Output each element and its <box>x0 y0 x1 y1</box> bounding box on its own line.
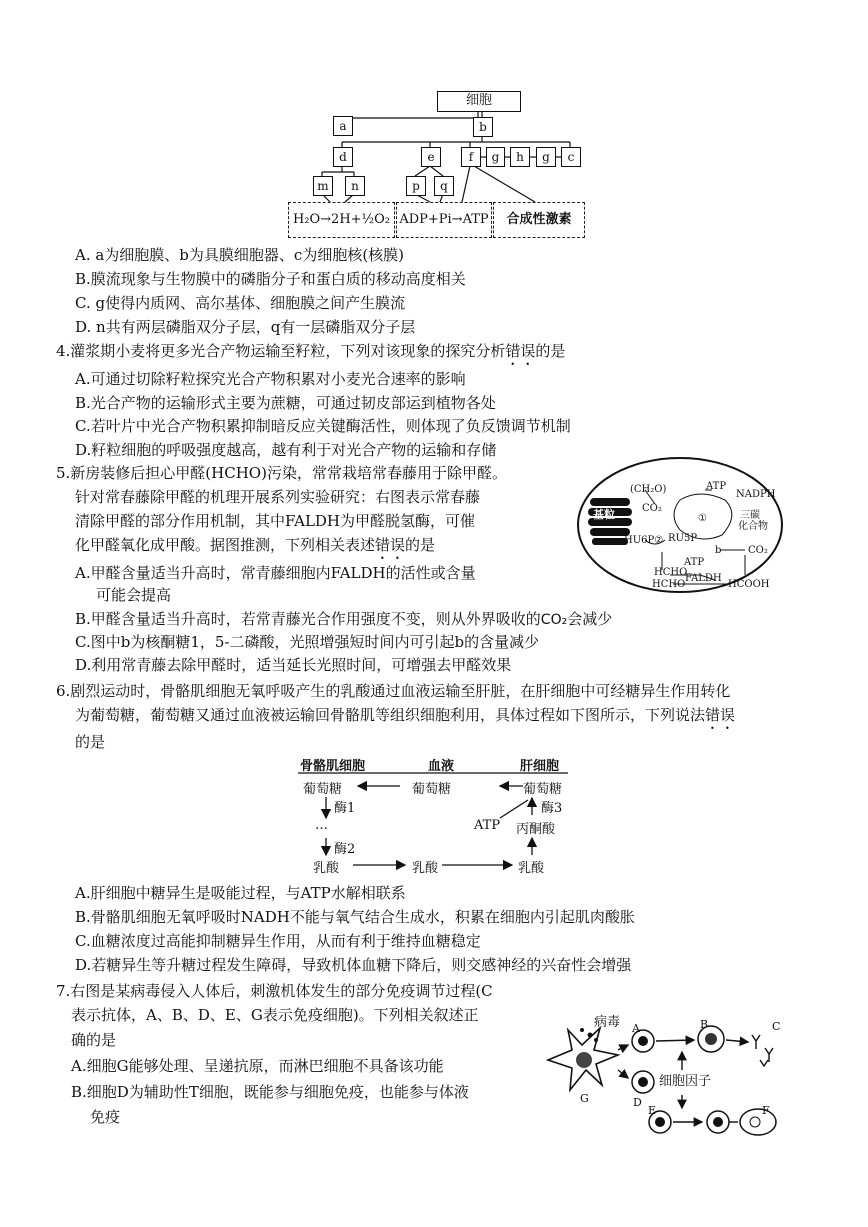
reaction-atp-synthesis: ADP+Pi→ATP <box>396 202 492 238</box>
q5-fig-atp2: ATP <box>684 557 705 568</box>
q4-stem-text: 4.灌浆期小麦将更多光合产物运输至籽粒，下列对该现象的探究分析 <box>56 342 506 360</box>
q6-dots: … <box>315 818 328 833</box>
node-e: e <box>421 147 441 167</box>
q5-stem-line1: 5.新房装修后担心甲醛(HCHO)污染，常常栽培常春藤用于除甲醛。 <box>56 464 507 482</box>
node-g2: g <box>536 147 556 167</box>
q6-stem-line1: 6.剧烈运动时，骨骼肌细胞无氧呼吸产生的乳酸通过血液运输至肝脏，在肝细胞中可经糖异生作用转化 <box>56 682 731 700</box>
cell-root-box: 细胞 <box>437 91 521 112</box>
q4-option-a: A.可通过切除籽粒探究光合产物积累对小麦光合速率的影响 <box>75 370 466 388</box>
q4-option-d: D.籽粒细胞的呼吸强度越高，越有利于对光合产物的运输和存储 <box>75 441 497 459</box>
q7-fig-label-d: D <box>633 1096 642 1109</box>
q5-option-b-end: 会减少 <box>567 610 613 628</box>
q5-fig-ch2o: (CH₂O) <box>630 484 667 495</box>
q5-fig-atp1: ATP <box>706 481 727 492</box>
q3-option-d: D. n共有两层磷脂双分子层，q有一层磷脂双分子层 <box>75 318 416 336</box>
q5-option-a-line1: A.甲醛含量适当升高时，常青藤细胞内FALDH的活性或含量 <box>75 564 476 582</box>
q4-stem-end: 的是 <box>535 342 566 360</box>
q7-option-b-line1: B.细胞D为辅助性T细胞，既能参与细胞免疫，也能参与体液 <box>71 1083 469 1101</box>
node-c: c <box>561 147 581 167</box>
q5-option-a-line2: 可能会提高 <box>96 586 172 604</box>
q6-option-b: B.骨骼肌细胞无氧呼吸时NADH不能与氧气结合生成水，积累在细胞内引起肌肉酸胀 <box>75 908 635 926</box>
q5-fig-hcho-inner: HCHO <box>654 567 688 578</box>
q7-fig-label-f: F <box>762 1104 770 1117</box>
q6-enzyme3: 酶3 <box>541 801 563 816</box>
q5-fig-faldh: FALDH <box>685 573 722 584</box>
q5-fig-ru5p: RU5P <box>668 533 698 544</box>
q5-fig-hcooh: HCOOH <box>728 579 770 590</box>
q3-option-b: B.膜流现象与生物膜中的磷脂分子和蛋白质的移动高度相关 <box>75 270 466 288</box>
q5-stem-emphasis: 错误 <box>375 536 406 554</box>
q6-header-liver: 肝细胞 <box>520 759 560 774</box>
q7-fig-label-g: G <box>580 1092 589 1105</box>
q5-fig-grana: 基粒 <box>593 508 615 521</box>
node-p: p <box>406 176 426 196</box>
q3-option-a: A. a为细胞膜、b为具膜细胞器、c为细胞核(核膜) <box>75 246 405 264</box>
q5-fig-nadph: NADPH <box>736 489 776 500</box>
node-g1: g <box>486 147 505 167</box>
q5-fig-b: b <box>715 545 722 556</box>
reaction-sex-hormone: 合成性激素 <box>493 202 585 238</box>
node-d: d <box>333 147 353 167</box>
q5-option-d: D.利用常青藤去除甲醛时，适当延长光照时间，可增强去甲醛效果 <box>75 656 512 674</box>
q7-fig-label-a: A <box>632 1022 640 1035</box>
node-h: h <box>510 147 530 167</box>
q4-stem-emphasis: 错误 <box>505 342 536 360</box>
q6-stem-line3: 的是 <box>75 733 106 751</box>
q6-stem-emphasis: 错误 <box>705 706 736 724</box>
q7-fig-label-c: C <box>772 1020 781 1033</box>
q6-enzyme1: 酶1 <box>334 801 356 816</box>
q7-stem-line2: 表示抗体，A、B、D、E、G表示免疫细胞)。下列相关叙述正 <box>71 1006 479 1024</box>
q7-fig-virus: 病毒 <box>594 1015 621 1030</box>
q4-option-c: C.若叶片中光合产物积累抑制暗反应关键酶活性，则体现了负反馈调节机制 <box>75 417 571 435</box>
q6-option-d: D.若糖异生等升糖过程发生障碍，导致机体血糖下降后，则交感神经的兴奋性会增强 <box>75 956 632 974</box>
q7-stem-line1: 7.右图是某病毒侵入人体后，刺激机体发生的部分免疫调节过程(C <box>56 982 493 1000</box>
q6-lactate-muscle: 乳酸 <box>313 861 340 876</box>
q7-option-b-line2: 免疫 <box>90 1108 121 1126</box>
q7-stem-line3: 确的是 <box>71 1031 117 1049</box>
node-b: b <box>473 117 493 137</box>
q6-stem2-text: 为葡萄糖，葡萄糖又通过血液被运输回骨骼肌等组织细胞利用，具体过程如下图所示，下列说法 <box>75 706 706 724</box>
node-a: a <box>333 116 353 136</box>
q5-fig-co2b: CO₂ <box>748 545 768 556</box>
q5-fig-three-carbon: 三碳 <box>740 510 760 521</box>
q3-option-c: C. g使得内质网、高尔基体、细胞膜之间产生膜流 <box>75 294 406 312</box>
q6-glucose-liver: 葡萄糖 <box>523 782 563 797</box>
node-n: n <box>345 176 365 196</box>
q5-stem-line3: 清除甲醛的部分作用机制，其中FALDH为甲醛脱氢酶，可催 <box>75 512 476 530</box>
q6-enzyme2: 酶2 <box>334 842 356 857</box>
q5-stem4-end: 的是 <box>405 536 436 554</box>
q6-option-a: A.肝细胞中糖异生是吸能过程，与ATP水解相联系 <box>75 884 406 902</box>
q5-fig-circle1: ① <box>698 513 707 524</box>
q6-header-blood: 血液 <box>428 759 455 774</box>
q5-fig-compound: 化合物 <box>738 521 768 532</box>
q6-atp: ATP <box>474 818 501 833</box>
q6-header-muscle: 骨骼肌细胞 <box>300 759 366 774</box>
q6-option-c: C.血糖浓度过高能抑制糖异生作用，从而有利于维持血糖稳定 <box>75 932 481 950</box>
q5-stem4-text: 化甲醛氧化成甲酸。据图推测，下列相关表述 <box>75 536 376 554</box>
q5-stem-line2: 针对常春藤除甲醛的机理开展系列实验研究：右图表示常春藤 <box>75 488 481 506</box>
q4-option-b: B.光合产物的运输形式主要为蔗糖，可通过韧皮部运到植物各处 <box>75 394 496 412</box>
q6-glucose-muscle: 葡萄糖 <box>303 782 343 797</box>
reaction-water-split: H₂O→2H+½O₂ <box>288 202 395 238</box>
q5-fig-hu6p: HU6P② <box>624 535 664 546</box>
q7-option-a: A.细胞G能够处理、呈递抗原，而淋巴细胞不具备该功能 <box>71 1057 444 1075</box>
q7-fig-label-e: E <box>648 1104 657 1117</box>
node-q: q <box>434 176 454 196</box>
node-f: f <box>461 147 481 167</box>
node-m: m <box>313 176 333 196</box>
q6-lactate-blood: 乳酸 <box>412 861 439 876</box>
q5-fig-co2a: CO₂ <box>642 503 662 514</box>
q6-glucose-blood: 葡萄糖 <box>412 782 452 797</box>
q7-fig-label-b: B <box>700 1018 709 1031</box>
q6-pyruvate: 丙酮酸 <box>516 822 556 837</box>
q5-option-b-co2: CO₂ <box>540 612 568 628</box>
q5-fig-hcho-outer: HCHO <box>652 579 686 590</box>
q6-lactate-liver: 乳酸 <box>518 861 545 876</box>
q5-option-c: C.图中b为核酮糖1，5-二磷酸，光照增强短时间内可引起b的含量减少 <box>75 633 540 651</box>
q5-option-b-text: B.甲醛含量适当升高时，若常青藤光合作用强度不变，则从外界吸收的 <box>75 610 541 628</box>
q7-fig-cytokine: 细胞因子 <box>659 1074 712 1089</box>
